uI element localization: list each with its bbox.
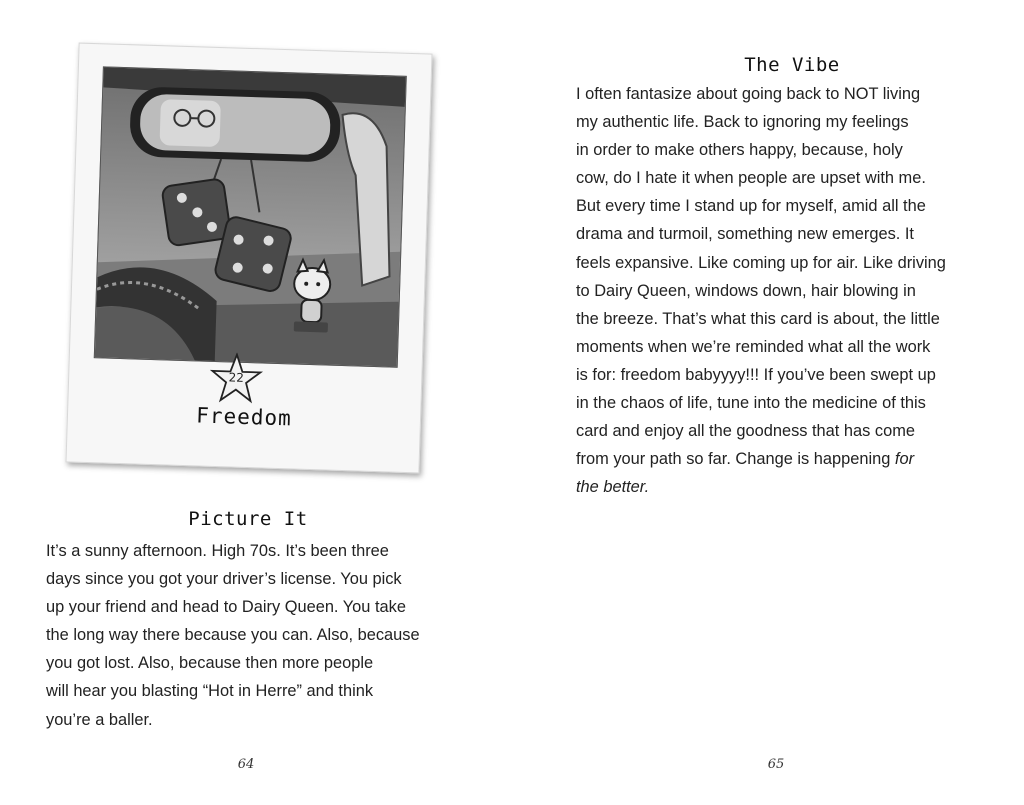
text-line: to Dairy Queen, windows down, hair blowing in [576,281,916,300]
text-line: cow, do I hate it when people are upset with me. [576,169,926,188]
text-line: days since you got your driver’s license. You pick [46,570,402,589]
text-line: I often fantasize about going back to NOT living [576,85,921,103]
text-line: the long way there because you can. Also, because [46,626,420,645]
tarot-card [65,43,432,474]
section-heading-picture-it: Picture It [188,508,308,530]
text-line: is for: freedom babyyyy!!! If you’ve been swept up [576,365,936,384]
text-line: you’re a baller. [46,710,153,729]
card-number: 22 [228,370,245,385]
text-line: feels expansive. Like coming up for air. Like driving [576,253,946,272]
text-line: you got lost. Also, because then more people [46,654,374,673]
page-number-right: 65 [767,757,785,772]
card-number-badge [208,352,264,406]
text-line: drama and turmoil, something new emerges. It [576,225,914,244]
text-line: moments when we’re reminded what all the work [576,337,931,356]
card-illustration [94,66,407,367]
text-line: up your friend and head to Dairy Queen. You take [46,598,406,617]
text-line: will hear you blasting “Hot in Herre” and think [46,682,374,701]
text-line: But every time I stand up for myself, amid all the [576,197,926,216]
text-line: the breeze. That’s what this card is about, the little [576,309,940,328]
text-line-italic: the better. [576,478,650,497]
text-line: card and enjoy all the goodness that has come [576,422,915,441]
text-line: in order to make others happy, because, holy [576,141,903,160]
card-title: Freedom [195,403,293,431]
the-vibe-paragraph [576,80,996,501]
picture-it-paragraph [46,537,466,734]
text-line: in the chaos of life, tune into the medicine of this [576,394,926,413]
rearview-mirror-icon [129,86,341,163]
page-number-left: 64 [237,757,255,772]
text-line-regular: from your path so far. Change is happening [576,450,895,469]
text-line-italic: for [894,450,915,469]
section-heading-the-vibe: The Vibe [744,54,840,76]
text-line: It’s a sunny afternoon. High 70s. It’s been three [46,542,389,560]
right-page [512,0,1024,805]
car-interior-illustration [95,67,406,366]
text-line [576,445,996,473]
text-line: my authentic life. Back to ignoring my feelings [576,113,909,132]
